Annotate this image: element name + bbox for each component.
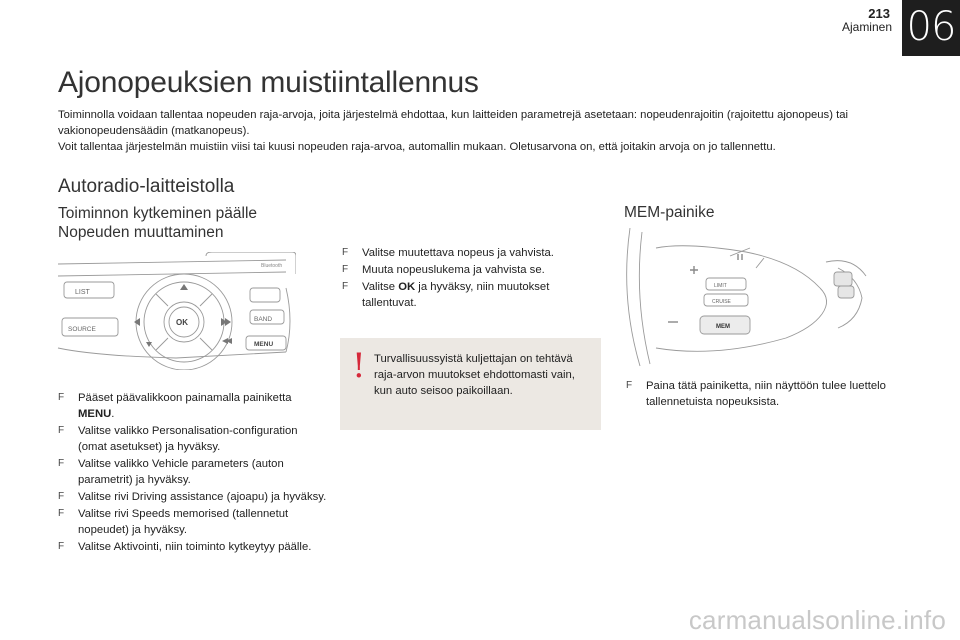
- bullet-icon: F: [626, 380, 633, 391]
- intro-text: [58, 107, 858, 155]
- label-band: BAND: [254, 316, 273, 323]
- intro-paragraph: Toiminnolla voidaan tallentaa nopeuden raja-arvoja, joita järjestelmä ehdottaa, kun laitteiden parametrejä asetetaan: nopeudenrajoitin (rajoitettu ajonopeus) tai vakionopeudensäädin (matkanopeus).: [58, 109, 849, 137]
- step-item: [342, 245, 592, 261]
- bullet-icon: F: [58, 392, 65, 403]
- step-keyword: MENU: [78, 408, 112, 420]
- step-item: [58, 489, 328, 505]
- label-ok: OK: [176, 318, 188, 327]
- warning-box: [340, 338, 601, 430]
- step-item: [58, 456, 328, 488]
- step-item: [626, 378, 896, 410]
- bullet-icon: F: [342, 264, 349, 275]
- subheading-change: Nopeuden muuttaminen: [58, 224, 224, 241]
- step-text: Valitse Aktivointi, niin toiminto kytkeytyy päälle.: [78, 541, 312, 553]
- steps-mem-list: [626, 378, 896, 411]
- label-menu: MENU: [254, 341, 274, 348]
- step-text: .: [111, 408, 115, 420]
- chapter-tab: 06: [902, 0, 960, 56]
- warning-icon: !: [352, 346, 366, 386]
- step-text: Valitse muutettava nopeus ja vahvista.: [362, 247, 554, 259]
- label-cruise: CRUISE: [712, 299, 731, 305]
- autoradio-controls-illustration: [56, 252, 296, 370]
- warning-text: Turvallisuussyistä kuljettajan on tehtävä raja-arvon muutokset ehdottomasti vain, kun auto seisoo paikoillaan.: [374, 353, 575, 397]
- step-text: Valitse rivi Speeds memorised (tallennetut nopeudet) ja hyväksy.: [78, 508, 289, 536]
- step-text: ja hyväksy, niin muutokset tallentuvat.: [362, 281, 550, 309]
- label-mem: MEM: [716, 324, 730, 330]
- step-text: Paina tätä painiketta, niin näyttöön tulee luettelo tallennetuista nopeuksista.: [646, 380, 886, 408]
- section-heading: Autoradio-laitteistolla: [58, 176, 235, 197]
- intro-paragraph: Voit tallentaa järjestelmän muistiin viisi tai kuusi nopeuden raja-arvoa, automallin mukaan. Oletusarvona on, että joitakin arvoja on jo tallennettu.: [58, 141, 776, 153]
- bullet-icon: F: [58, 425, 65, 436]
- step-text: Valitse valikko Vehicle parameters (auton parametrit) ja hyväksy.: [78, 458, 284, 486]
- page-number: 213: [868, 6, 890, 21]
- steering-wheel-illustration: [626, 228, 874, 368]
- steps-activation-list: [58, 390, 328, 556]
- step-item: [58, 539, 328, 555]
- step-text: Pääset päävalikkoon painamalla painiketta: [78, 392, 292, 404]
- label-bluetooth: Bluetooth: [261, 263, 283, 269]
- step-item: [342, 262, 592, 278]
- step-text: Valitse: [362, 281, 399, 293]
- subheading-activation: Toiminnon kytkeminen päälle: [58, 205, 258, 222]
- step-keyword: OK: [398, 281, 416, 293]
- step-text: Muuta nopeuslukema ja vahvista se.: [362, 264, 545, 276]
- step-text: Valitse rivi Driving assistance (ajoapu) ja hyväksy.: [78, 491, 327, 503]
- step-item: [58, 423, 328, 455]
- label-source: SOURCE: [68, 326, 96, 333]
- bullet-icon: F: [58, 491, 65, 502]
- step-text: Valitse valikko Personalisation-configuration (omat asetukset) ja hyväksy.: [78, 425, 298, 453]
- bullet-icon: F: [58, 458, 65, 469]
- step-item: [342, 279, 592, 311]
- watermark: carmanualsonline.info: [688, 605, 946, 635]
- subheading-mem: MEM-painike: [624, 204, 715, 221]
- label-list: LIST: [75, 289, 90, 296]
- bullet-icon: F: [342, 247, 349, 258]
- bullet-icon: F: [342, 281, 349, 292]
- bullet-icon: F: [58, 508, 65, 519]
- step-item: [58, 390, 328, 422]
- page-title: Ajonopeuksien muistiintallennus: [58, 66, 479, 99]
- steps-change-list: [342, 245, 592, 312]
- step-item: [58, 506, 328, 538]
- bullet-icon: F: [58, 541, 65, 552]
- label-limit: LIMIT: [714, 283, 727, 289]
- section-name: Ajaminen: [841, 20, 892, 34]
